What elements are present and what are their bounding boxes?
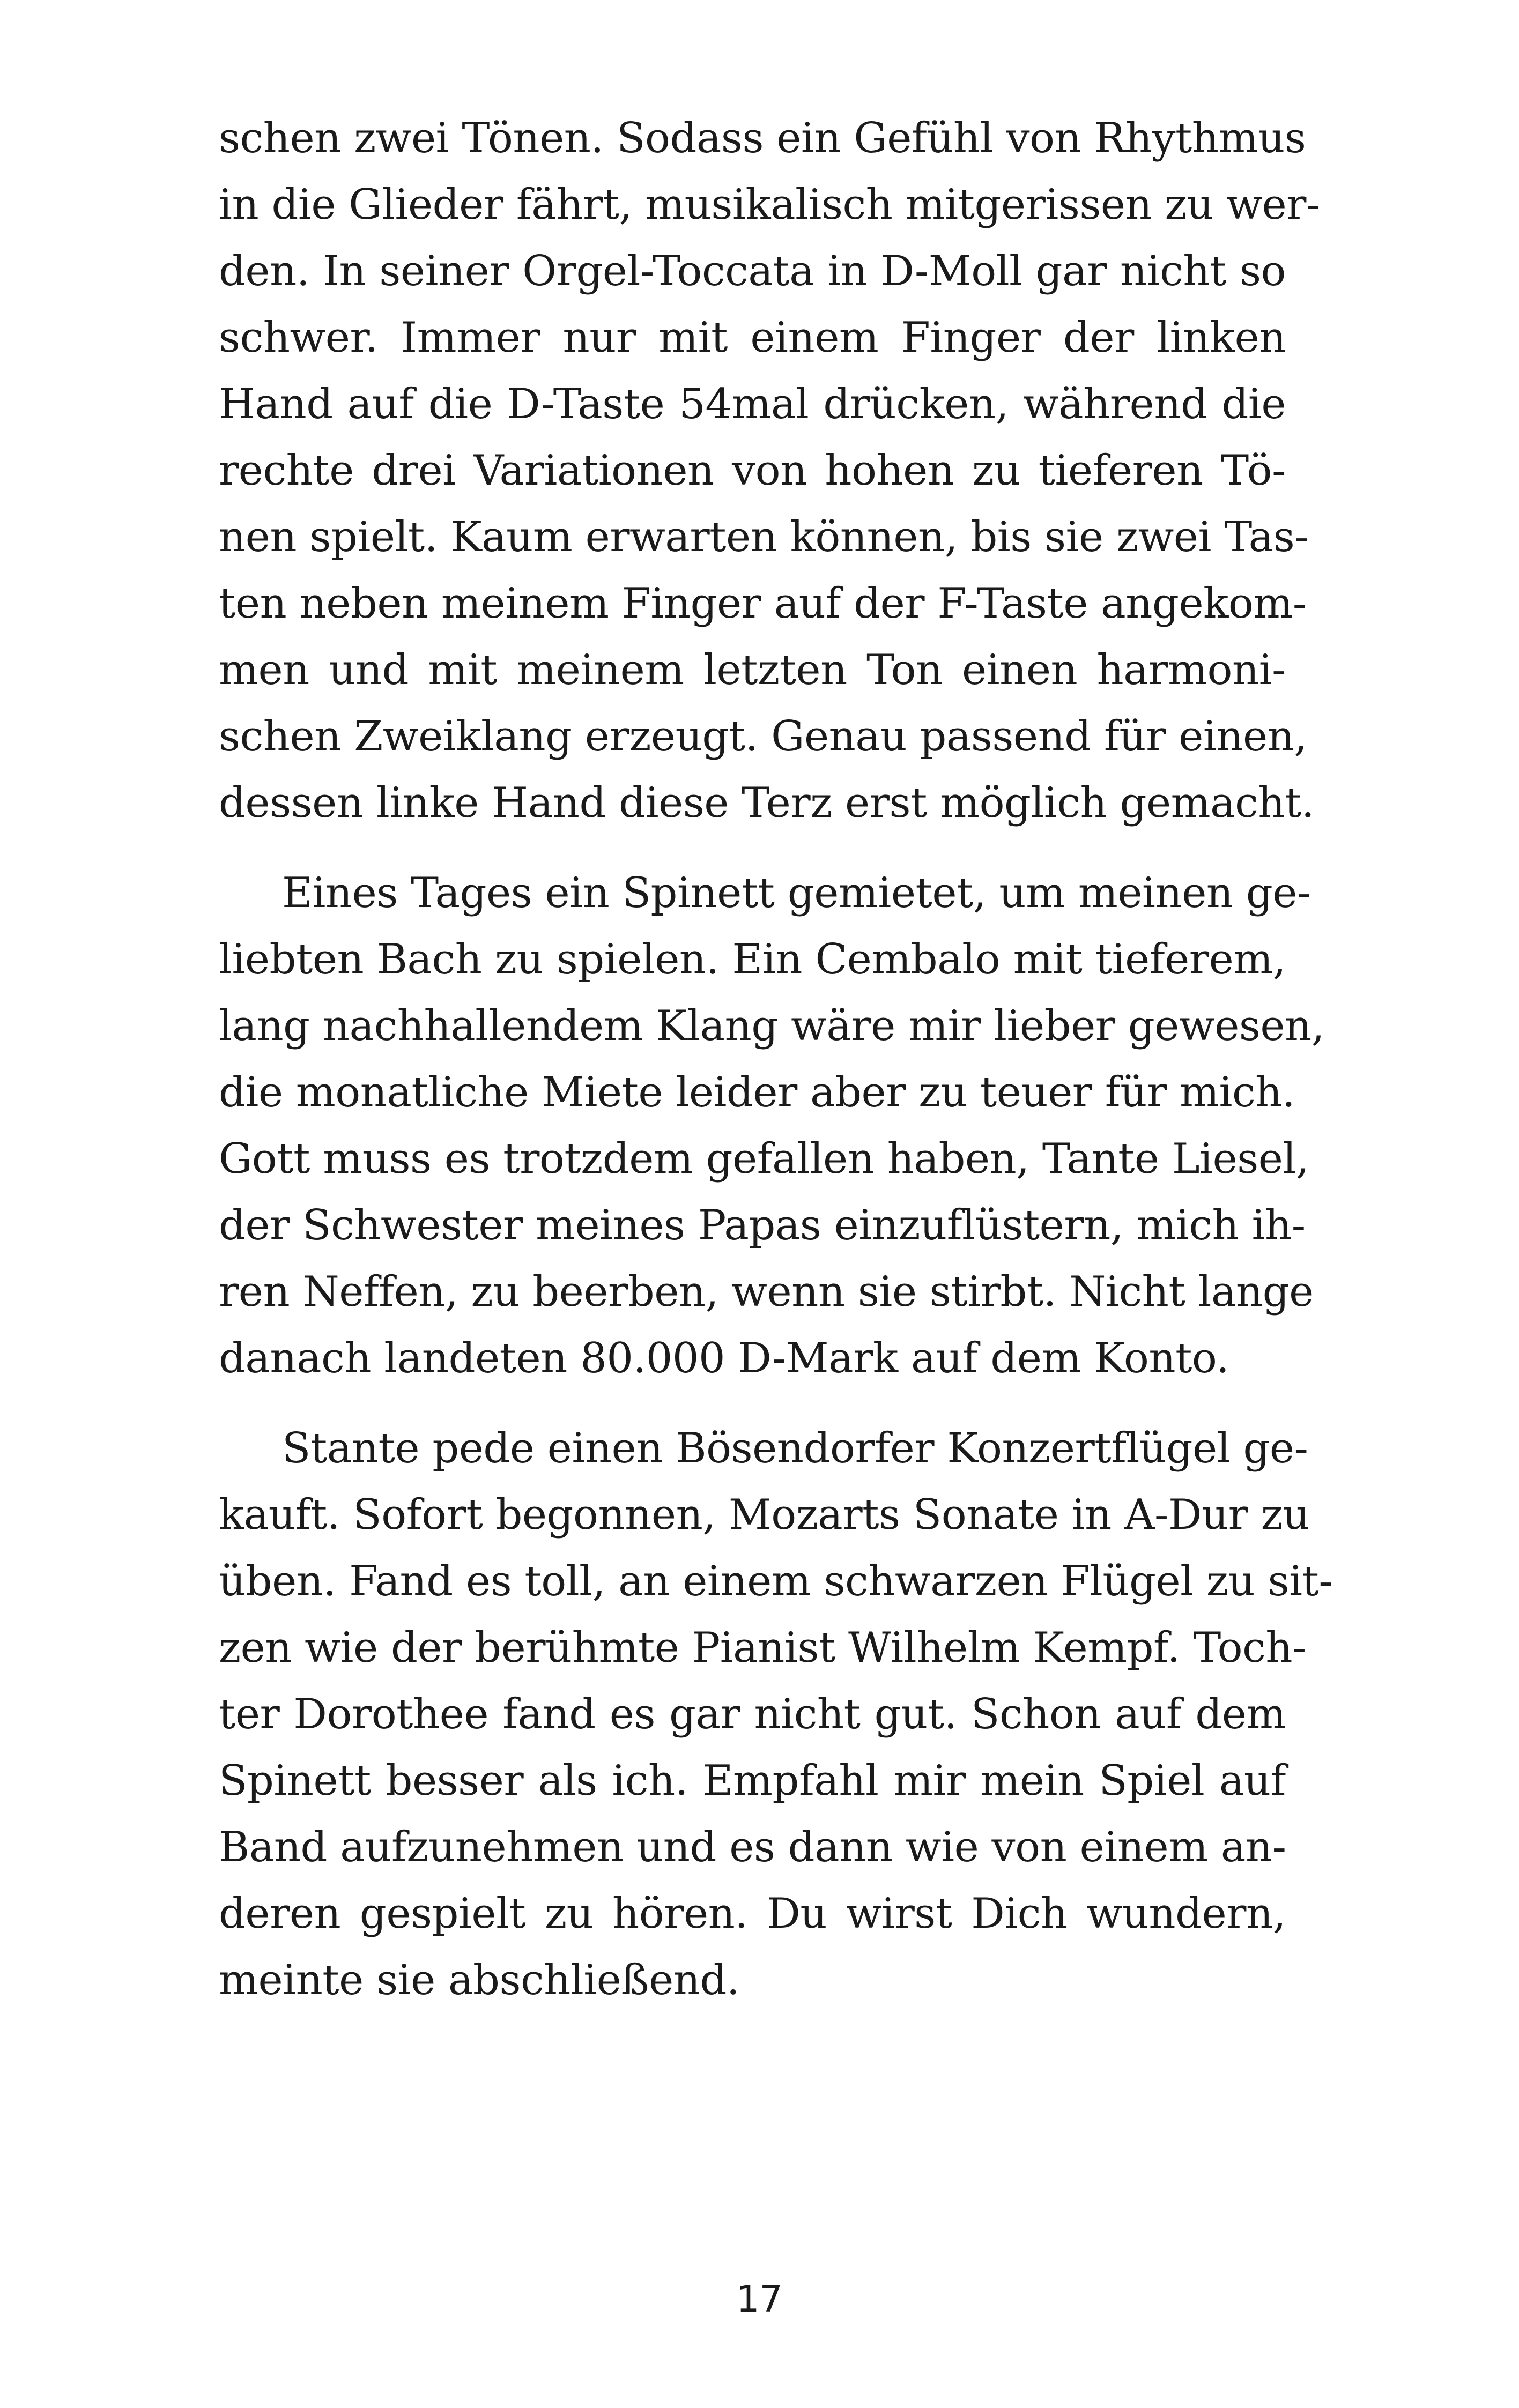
text-line: Gott muss es trotzdem gefallen haben, Tante Liesel, xyxy=(219,1135,1309,1183)
text-line: danach landeten 80.000 D-Mark auf dem Konto. xyxy=(219,1334,1229,1383)
paragraph-1 xyxy=(219,105,1320,836)
paragraph-3 xyxy=(219,1415,1333,2013)
text-line: dessen linke Hand diese Terz erst möglich gemacht. xyxy=(219,779,1315,827)
text-line: Eines Tages ein Spinett gemietet, um meinen ge- xyxy=(282,869,1311,917)
paragraph-spacer xyxy=(219,1392,1286,1415)
text-line: Stante pede einen Bösendorfer Konzertflügel ge- xyxy=(282,1424,1308,1473)
text-line: Hand auf die D-Taste 54mal drücken, während die xyxy=(219,380,1286,428)
text-line: üben. Fand es toll, an einem schwarzen Flügel zu sit- xyxy=(219,1557,1333,1606)
text-line: schen Zweiklang erzeugt. Genau passend für einen, xyxy=(219,712,1307,761)
text-line: ter Dorothee fand es gar nicht gut. Schon auf dem xyxy=(219,1690,1286,1738)
text-line: ren Neffen, zu beerben, wenn sie stirbt. Nicht lange xyxy=(219,1268,1314,1316)
page-number: 17 xyxy=(736,2278,783,2321)
text-line: in die Glieder fährt, musikalisch mitgerissen zu wer- xyxy=(219,181,1320,229)
paragraph-spacer xyxy=(219,836,1286,860)
text-line: schwer. Immer nur mit einem Finger der linken xyxy=(219,314,1286,362)
text-line: Band aufzunehmen und es dann wie von einem an- xyxy=(219,1823,1286,1871)
text-line: Spinett besser als ich. Empfahl mir mein Spiel auf xyxy=(219,1757,1286,1805)
body-text xyxy=(219,105,1333,2013)
text-line: die monatliche Miete leider aber zu teuer für mich. xyxy=(219,1068,1295,1117)
text-line: ten neben meinem Finger auf der F-Taste angekom- xyxy=(219,579,1307,628)
paragraph-2 xyxy=(219,860,1325,1392)
text-line: schen zwei Tönen. Sodass ein Gefühl von Rhythmus xyxy=(219,114,1306,162)
text-line: men und mit meinem letzten Ton einen harmoni- xyxy=(219,646,1286,694)
text-line: den. In seiner Orgel-Toccata in D-Moll gar nicht so xyxy=(219,247,1286,295)
text-line: meinte sie abschließend. xyxy=(219,1956,740,2004)
text-line: kauft. Sofort begonnen, Mozarts Sonate in A-Dur zu xyxy=(219,1491,1310,1539)
text-line: der Schwester meines Papas einzuflüstern, mich ih- xyxy=(219,1201,1306,1250)
text-line: zen wie der berühmte Pianist Wilhelm Kempf. Toch- xyxy=(219,1624,1306,1672)
text-line: rechte drei Variationen von hohen zu tieferen Tö- xyxy=(219,447,1286,495)
text-line: liebten Bach zu spielen. Ein Cembalo mit tieferem, xyxy=(219,935,1286,984)
text-line: deren gespielt zu hören. Du wirst Dich wundern, xyxy=(219,1890,1286,1938)
text-line: lang nachhallendem Klang wäre mir lieber gewesen, xyxy=(219,1002,1325,1050)
text-line: nen spielt. Kaum erwarten können, bis sie zwei Tas- xyxy=(219,513,1309,561)
